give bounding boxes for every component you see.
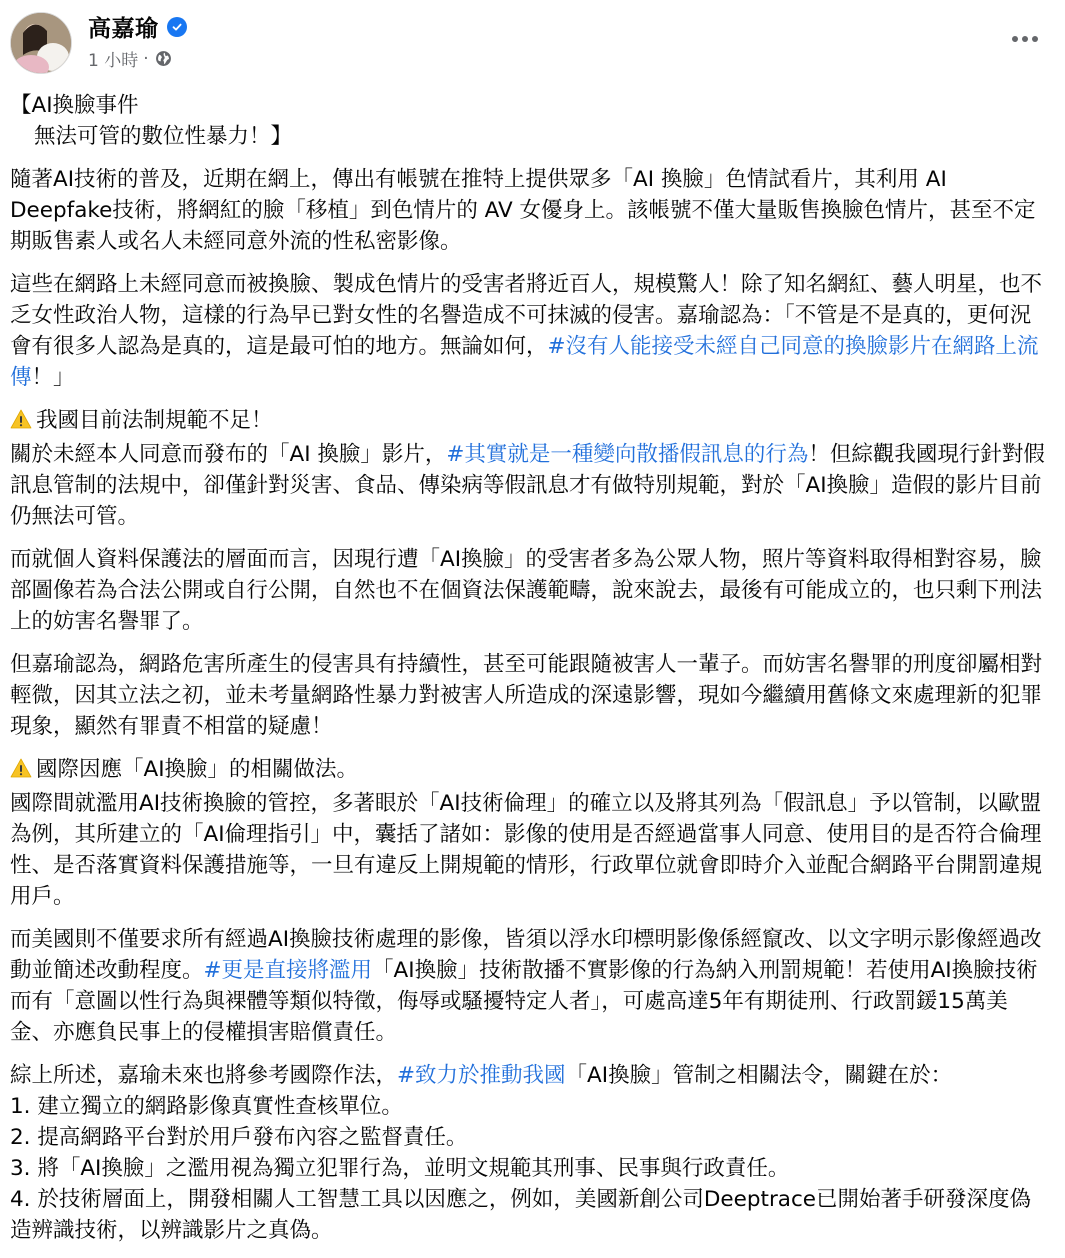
paragraph-7-text: 而美國則不僅要求所有經過AI換臉技術處理的影像，皆須以浮水印標明影像係經竄改、以文字明示影像經過改動並簡述改動程度。 xyxy=(10,927,1042,983)
post-header xyxy=(0,0,1065,80)
section-heading-2 xyxy=(10,754,1048,788)
section-heading-1-text: 我國目前法制規範不足！ xyxy=(36,408,273,433)
paragraph-7 xyxy=(10,924,1048,1048)
paragraph-3-text: 關於未經本人同意而發布的「AI 換臉」影片， xyxy=(10,442,447,467)
paragraph-8 xyxy=(10,1060,1048,1246)
paragraph-1: 隨著AI技術的普及，近期在網上，傳出有帳號在推特上提供眾多「AI 換臉」色情試看片，其利用 AI Deepfake技術，將網紅的臉「移植」到色情片的 AV 女優身上。該帳號不僅大量販售換臉色情片，甚至不定期販售素人或名人未經同意外流的性私密影像。 xyxy=(10,167,1036,254)
paragraph-8-end: 「AI換臉」管制之相關法令，關鍵在於： xyxy=(565,1063,953,1088)
more-options-icon xyxy=(1012,36,1018,42)
paragraph-5: 但嘉瑜認為，網路危害所產生的侵害具有持續性，甚至可能跟隨被害人一輩子。而妨害名譽罪的刑度卻屬相對輕微，因其立法之初，並未考量網路性暴力對被害人所造成的深遠影響，現如今繼續用舊條文來處理新的犯罪現象，顯然有罪責不相當的疑慮！ xyxy=(10,652,1043,739)
more-options-button[interactable] xyxy=(1005,24,1045,54)
globe-icon[interactable] xyxy=(155,50,172,67)
paragraph-6-text: 國際間就濫用AI技術換臉的管控，多著眼於「AI技術倫理」的確立以及將其列為「假訊息」予以管制，以歐盟為例，其所建立的「AI倫理指引」中，囊括了諸如：影像的使用是否經過當事人同意、使用目的是否符合倫理性、是否落實資料保護措施等，一旦有違反上開規範的情形，行政單位就會即時介入並配合網路平台開罰違規用戶。 xyxy=(10,791,1043,909)
hashtag-link[interactable]: #沒有人能接受未經自己同意的換臉影片在網路上流傳 xyxy=(10,334,1039,390)
paragraph-3-end: ！但綜觀我國現行針對假訊息管制的法規中，卻僅針對災害、食品、傳染病等假訊息才有做特別規範，對於「AI換臉」造假的影片目前仍無法可管。 xyxy=(10,442,1045,529)
list-item: 2. 提高網路平台對於用戶發布內容之監督責任。 xyxy=(10,1125,468,1150)
warning-icon xyxy=(10,757,32,788)
post-meta xyxy=(88,46,172,71)
post-timestamp[interactable]: 1 小時 xyxy=(88,51,139,71)
post-title-line-1: 【AI換臉事件 xyxy=(10,93,139,118)
list-item: 1. 建立獨立的網路影像真實性查核單位。 xyxy=(10,1094,403,1119)
hashtag-link[interactable]: #致力於推動我國 xyxy=(397,1063,566,1088)
post-body xyxy=(10,90,1048,1258)
avatar[interactable] xyxy=(10,12,72,74)
hashtag-link[interactable]: #更是直接將濫用 xyxy=(203,958,373,983)
section-heading-1 xyxy=(10,405,1048,439)
paragraph-4: 而就個人資料保護法的層面而言，因現行遭「AI換臉」的受害者多為公眾人物，照片等資料取得相對容易，臉部圖像若為合法公開或自行公開，自然也不在個資法保護範疇，說來說去，最後有可能成立的，也只剩下刑法上的妨害名譽罪了。 xyxy=(10,547,1043,634)
more-options-dot xyxy=(1032,36,1038,42)
avatar-photo xyxy=(11,13,72,74)
warning-icon xyxy=(10,408,32,439)
paragraph-6 xyxy=(10,754,1048,912)
meta-separator: · xyxy=(143,48,149,69)
paragraph-2-end: ！」 xyxy=(31,365,75,390)
paragraph-2-text: 這些在網路上未經同意而被換臉、製成色情片的受害者將近百人，規模驚人！除了知名網紅、藝人明星，也不乏女性政治人物，這樣的行為早已對女性的名譽造成不可抹滅的侵害。嘉瑜認為：「不管是不是真的，更何況會有很多人認為是真的，這是最可怕的地方。無論如何， xyxy=(10,272,1043,359)
author-row xyxy=(88,10,187,43)
section-heading-2-text: 國際因應「AI換臉」的相關做法。 xyxy=(36,757,359,782)
more-options-dot xyxy=(1022,36,1028,42)
author-name[interactable]: 高嘉瑜 xyxy=(88,16,159,42)
verified-badge-icon xyxy=(167,17,187,37)
paragraph-8-text: 綜上所述，嘉瑜未來也將參考國際作法， xyxy=(10,1063,398,1088)
paragraph-7-end: 「AI換臉」技術散播不實影像的行為納入刑罰規範！若使用AI換臉技術而有「意圖以性行為與裸體等類似特徵，侮辱或騷擾特定人者」，可處高達5年有期徒刑、行政罰鍰15萬美金、亦應負民事上的侵權損害賠償責任。 xyxy=(10,958,1038,1045)
list-item: 3. 將「AI換臉」之濫用視為獨立犯罪行為，並明文規範其刑事、民事與行政責任。 xyxy=(10,1156,790,1181)
paragraph-3 xyxy=(10,405,1048,532)
hashtag-link[interactable]: #其實就是一種變向散播假訊息的行為 xyxy=(446,442,809,467)
post-title xyxy=(10,90,1048,152)
post-title-line-2: 無法可管的數位性暴力！】 xyxy=(34,124,293,149)
list-item: 4. 於技術層面上，開發相關人工智慧工具以因應之，例如，美國新創公司Deeptrace已開始著手研發深度偽造辨識技術，以辨識影片之真偽。 xyxy=(10,1187,1032,1243)
paragraph-2 xyxy=(10,269,1048,393)
